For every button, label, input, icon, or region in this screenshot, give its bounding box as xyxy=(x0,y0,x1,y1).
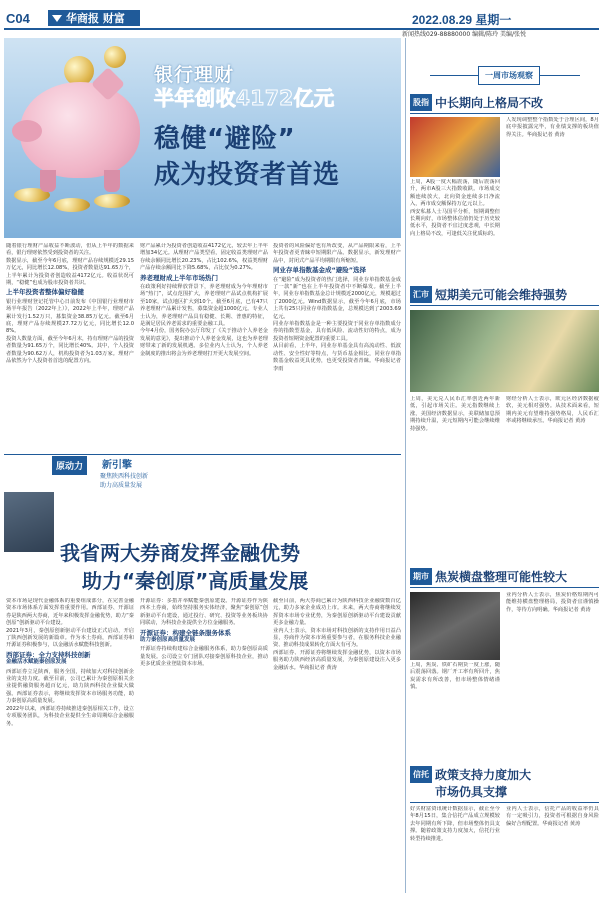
lead-col-1 xyxy=(6,243,134,455)
coin-icon xyxy=(94,194,130,208)
right-para: 好买财富资讯统计数据显示，截止至今年8月15日，集合信托产品成立规模较去年同期有所下降，但市场整体仍具支撑。随着政策支持力度加大，信托行业转型持续推进。 xyxy=(410,806,500,842)
lead-para: 投资人数量方面，截至今年6月末，持有理财产品的投资者数量为91.65万个，同比增长40%。其中，个人投资者数量为90.62万人，机构投资者为1.03万家。理财产品依然为个人投资者首选的配置方向。 xyxy=(6,335,134,365)
feature-title-1: 我省两大券商发挥金融优势 xyxy=(60,541,300,565)
section-tag: 股指 xyxy=(410,94,432,111)
page-number: C04 xyxy=(6,11,30,26)
piggy-leg-icon xyxy=(104,170,120,192)
feature-para: 西部证券、开源证券将继续发挥金融优势，以资本市场服务助力陕西经济高质量发展，为秦创原建设注入更多金融活水。华商报记者 黄涛 xyxy=(273,649,401,671)
section-tag: 信托 xyxy=(410,766,432,783)
column-divider xyxy=(405,38,406,893)
feature-para: 业内人士表示，资本市场对科技创新的支持作用日益凸显，券商作为资本市场重要参与者，在服务科技企业融资、推动科技成果转化方面大有可为。 xyxy=(273,627,401,649)
section-rule xyxy=(410,587,599,588)
lead-para: 今年4月份，国务院办公厅印发了《关于推动个人养老金发展的意见》，提出推动个人养老金发展，这也为养老理财带来了新的发展机遇。多位业内人士认为，个人养老金制度的推出将会为养老理财打开更大发展空间。 xyxy=(140,328,268,357)
feature-para: 截至目前，两大券商已累计为陕西科技企业融资数百亿元，助力多家企业成功上市。未来，两大券商将继续发挥资本市场专业优势，为秦创原创新驱动平台建设贡献更多金融力量。 xyxy=(273,598,401,627)
issue-date: 2022.08.29 星期一 xyxy=(412,13,512,27)
coin-icon xyxy=(104,46,126,68)
brand-logo xyxy=(48,10,140,26)
feature-para: 西部证券立足陕西，服务全国，持续加大对科技创新企业的支持力度。截至目前，公司已累计为秦创原相关企业提供融资服务超百亿元，助力陕西科技企业做大做强。西部证券表示，将继续发挥资本市场服务功能，助力秦创原高质量发展。 xyxy=(6,668,134,705)
futures-photo xyxy=(410,592,500,660)
hero-banner xyxy=(4,38,401,238)
feature-para: 开源证券：多措并举赋能秦创原建设。开源证券作为陕西本土券商，始终坚持服务实体经济，聚焦“秦创原”创新驱动平台建设，通过投行、研究、投资等业务板块协同联动，为科技企业提供全方位金融服务。 xyxy=(140,598,268,627)
futures-text-1 xyxy=(410,662,500,762)
section-tag: 期市 xyxy=(410,568,432,585)
section-futures-title xyxy=(410,566,599,586)
stocks-text-1 xyxy=(410,179,500,279)
right-para: 人发现调整整个指数处于合理区间，8月底中报披露完毕，有业绩支撑的板块值得关注。华商报记者 黄涛 xyxy=(506,117,599,138)
section-trust-title xyxy=(410,766,599,800)
feature-divider xyxy=(4,454,401,455)
hero-headline-2: 成为投资者首选 xyxy=(154,160,340,190)
lead-para: 银行业理财登记托管中心日前发布《中国银行业理财市场半年报告（2022年上）》，2022年上半年，理财产品累计发行1.52万只，募集资金38.85万亿元。截至6月底，理财产品存续规模27.72万亿元，同比增长12.08%。 xyxy=(6,298,134,335)
right-para: 财经分析人士表示，欧元区经济数据疲软，美元相对强势。从技术面来看，短期内美元有望维持强势格局，人民币汇率或将继续承压。华商报记者 黄涛 xyxy=(506,396,599,425)
feature-para: 2021年3月，秦创原创新驱动平台建设正式启动，开启了陕西创新发展的新篇章。作为本土券商，西部证券和开源证券积极参与，以金融活水赋能科技创新。 xyxy=(6,627,134,649)
section-tag: 汇市 xyxy=(410,286,432,303)
feature-subhead: 开源证券：构建全链条服务体系 xyxy=(140,628,231,637)
lead-subhead: 上半年投资者整体偏好稳健 xyxy=(6,288,84,297)
feature-col-3 xyxy=(273,598,401,891)
feature-photo xyxy=(4,492,54,552)
feature-col-2 xyxy=(140,598,268,891)
lead-para: 随着银行理财产品收益不断波动，但从上半年的数据来看，银行理财依然受到投资者的关注。 xyxy=(6,243,134,257)
section-headline-2: 市场仍具支撑 xyxy=(435,785,508,799)
forex-text-1 xyxy=(410,396,500,561)
feature-para: 开源证券持续构建综合金融服务体系，助力秦创原高质量发展。公司设立专门团队对接秦创原科技企业，推动更多优质企业登陆资本市场。 xyxy=(140,646,268,668)
lead-col-2 xyxy=(140,243,268,455)
section-headline: 短期美元可能会维持强势 xyxy=(435,287,568,302)
feature-headline xyxy=(60,537,401,595)
right-column xyxy=(410,38,599,893)
right-para: 西安私募人士马国平分析，短期调整但长期向好，市场整体估值仍处于历史较低水平，投资者不宜过度悲观，中长期向上格局不改，可逢低关注优质标的。 xyxy=(410,208,500,237)
futures-text-2 xyxy=(506,592,599,762)
feature-title-2: 助力“秦创原”高质量发展 xyxy=(82,569,309,593)
piggy-nose-icon xyxy=(12,120,42,142)
feature-col-1 xyxy=(6,598,134,891)
section-rule xyxy=(410,802,599,803)
section-headline: 中长期向上格局不改 xyxy=(435,95,544,110)
right-para: 上周，美元兑人民币汇率创近两年新低，引起市场关注。美元指数继续上涨，美国经济数据显示，美联储加息预期持续升温，美元短期内可能会继续维持强势。 xyxy=(410,396,500,432)
forex-photo xyxy=(410,310,599,392)
header-credits: 新闻热线029-88880000 编辑/陈玲 美编/张悦 xyxy=(402,31,527,38)
stocks-photo xyxy=(410,117,500,177)
lead-para: 数据显示，截至今年6月底，理财产品存续规模近29.15万亿元，同比增长12.08%，投资者数量达91.65万个，上半年累计为投资者创造收益4172亿元。收益状况可期，“稳健”也成为股市投资者共识。 xyxy=(6,257,134,287)
feature-subhead-2: 助力秦创原高质量发展 xyxy=(140,637,196,644)
section-rule xyxy=(410,305,599,306)
section-tag-sub: 聚焦陕西科技创新 助力高质量发展 xyxy=(100,473,149,489)
page-header xyxy=(0,0,603,38)
hero-kicker: 银行理财 xyxy=(154,64,235,86)
lead-para: 从目前看，上半年，同业存单基金具有高流动性、低波动性、安全性好等特点，与货币基金相比，同业存单指数基金收益更具优势，也更受投资者青睐。华商报记者 李雨 xyxy=(273,343,401,372)
piggy-leg-icon xyxy=(40,170,56,192)
stocks-text-2 xyxy=(506,117,599,279)
section-headline: 焦炭横盘整理可能性较大 xyxy=(435,569,568,584)
trust-text-2 xyxy=(506,806,599,891)
lead-para: 在“避险”成为投资者的热门选择，同业存单指数基金成了一款“新”也在上半年投资者中不断爆发。截至上半年，同业存单指数基金总计规模近2000亿元，规模超过了2000亿元。Wind数据显示，截至今年6月底，市场上共有25只同业存单指数基金，总规模达到了2003.69亿元。 xyxy=(273,276,401,320)
observe-label: 一周市场观察 xyxy=(478,66,540,85)
section-headline: 政策支持力度加大 xyxy=(435,768,532,782)
trust-text-1 xyxy=(410,806,500,891)
right-para: 业内人士表示，信托产品的收益率仍具有一定吸引力，投资者可根据自身风险偏好合理配置。华商报记者 黄涛 xyxy=(506,806,599,827)
hero-headline-1: 稳健“避险” xyxy=(154,124,296,154)
feature-subhead: 西部证券：全力支持科技创新 xyxy=(6,650,91,659)
coin-icon xyxy=(54,198,90,212)
forex-text-2 xyxy=(506,396,599,561)
section-rule xyxy=(410,113,599,114)
lead-subhead: 同业存单指数基金成“避险”选择 xyxy=(273,266,367,275)
section-forex-title xyxy=(410,284,599,304)
lead-para: 投资者的风险偏好也有所改变，从产品期限来看，上半年投资者更青睐中短期限产品。数据显示，新发理财产品中，封闭式产品平均期限有所缩短。 xyxy=(273,243,401,264)
brand-label: 华商报 财富 xyxy=(66,12,125,25)
lead-para: 在政策利好持续释放背景下，养老理财成为今年理财市场“热门”，试点范围扩大，养老理财产品试点机构扩展至10家，试点地区扩大到10个。截至6月底，已有47只养老理财产品累计发售，募集资金超1000亿元。专业人士认为，养老理财产品具有稳健、长期、普惠的特征，是满足居民养老需求的重要金融工具。 xyxy=(140,284,268,328)
feature-section-tag xyxy=(52,456,152,496)
triangle-icon xyxy=(52,15,62,22)
weekly-observe-header xyxy=(430,66,580,84)
trust-headline xyxy=(435,766,531,800)
feature-subhead-2: 金融活水赋能秦创原发展 xyxy=(6,659,67,666)
right-para: 上周，A股一度大幅震荡，随后震荡回升，两市A股三大指数收跌。市场成交额连续放大，北向资金连续多日净流入，两市成交额保持万亿元以上。 xyxy=(410,179,500,208)
section-tag-label-2: 新引擎 xyxy=(102,460,132,471)
feature-para: 2022年以来，西部证券持续推进秦创原相关工作，设立专项服务团队，为科技企业提供全生命周期综合金融服务。 xyxy=(6,705,134,727)
section-stocks-title xyxy=(410,92,599,112)
right-para: 上周，焦炭、铁矿石期货一度上涨，随后震荡回落。钢厂开工率有所回升，焦炭需求有所改善，但市场整体情绪谨慎。 xyxy=(410,662,500,691)
feature-para: 资本市场是现代金融体系的重要组成部分，在完善金融资本市场体系方面发挥着重要作用。西部证券、开源证券是陕西两大券商，近年来积极发挥金融优势，助力“秦创原”创新驱动平台建设。 xyxy=(6,598,134,627)
lead-col-3 xyxy=(273,243,401,455)
lead-para: 财产品累计为投资者创造收益4172亿元，较去年上半年增加34亿元。从理财产品类型看，固定收益类理财产品存续余额同比增长20.23%，占比102.6%，权益类理财产品存续余额同比下降5.68%，占比仅为0.27%。 xyxy=(140,243,268,272)
right-para: 业内分析人士表示，焦炭价格短期内可能维持横盘整理格局，投资者宜谨慎操作，等待方向明确。华商报记者 黄涛 xyxy=(506,592,599,613)
lead-subhead: 养老理财成上半年市场热门 xyxy=(140,273,218,282)
section-tag-label: 原动力 xyxy=(52,456,87,475)
hero-kicker-outline: 半年创收4172亿元 xyxy=(154,86,335,110)
lead-para: 同业存单指数基金是一种主要投资于同业存单指数成分券的指数型基金，具有低风险、流动性好的特点，成为投资者短期资金配置的重要工具。 xyxy=(273,321,401,342)
